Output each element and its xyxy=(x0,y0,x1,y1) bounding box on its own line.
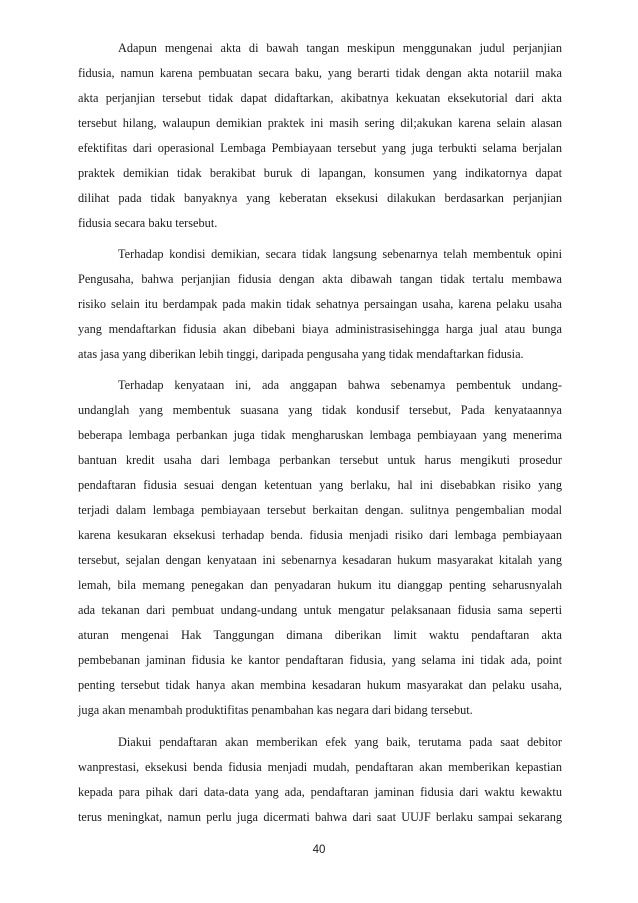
text-line: terjadi dalam lembaga pembiayaan tersebut berkaitan dengan. sulitnya pengembalian modal xyxy=(78,503,562,517)
text-line: Terhadap kenyataan ini, ada anggapan bahwa sebenamya pembentuk undang- xyxy=(118,378,562,392)
text-line: terus meningkat, namun perlu juga dicermati bahwa dari saat UUJF berlaku sampai sekarang xyxy=(78,810,562,824)
text-line: aturan mengenai Hak Tanggungan dimana diberikan limit waktu pendaftaran akta xyxy=(78,628,562,642)
text-line: penting tersebut tidak hanya akan membina kesadaran hukum masyarakat dan pelaku usaha, xyxy=(78,678,562,692)
text-line: praktek demikian tidak berakibat buruk di lapangan, konsumen yang indikatornya dapat xyxy=(78,166,562,180)
text-line: juga akan menambah produktifitas penambahan kas negara dari bidang tersebut. xyxy=(78,703,473,717)
text-line: tersebut hilang, walaupun demikian praktek ini masih sering dil;akukan karena selain alasan xyxy=(78,116,562,130)
text-line: Terhadap kondisi demikian, secara tidak langsung sebenarnya telah membentuk opini xyxy=(118,247,562,261)
text-line: lemah, bila memang penegakan dan penyadaran hukum itu dianggap penting seharusnyalah xyxy=(78,578,562,592)
text-line: bantuan kredit usaha dari lembaga perbankan tersebut untuk harus mengikuti prosedur xyxy=(78,453,562,467)
page-number: 40 xyxy=(312,844,326,856)
text-line: undanglah yang membentuk suasana yang tidak kondusif tersebut, Pada kenyataannya xyxy=(78,403,562,417)
text-line: ada tekanan dari pembuat undang-undang untuk mengatur pelaksanaan fidusia sama seperti xyxy=(78,603,562,617)
text-line: karena kesukaran eksekusi terhadap benda. fidusia menjadi risiko dari lembaga pembiayaan xyxy=(78,528,562,542)
text-line: fidusia secara baku tersebut. xyxy=(78,216,218,230)
text-line: tersebut, sejalan dengan kenyataan ini sebenarnya kesadaran hukum masyarakat kitalah yang xyxy=(78,553,562,567)
text-line: kepada para pihak dari data-data yang ada, pendaftaran jaminan fidusia dari waktu kewaktu xyxy=(78,785,562,799)
text-line: fidusia, namun karena pembuatan secara baku, yang berarti tidak dengan akta notariil maka xyxy=(78,66,562,80)
text-line: atas jasa yang diberikan lebih tinggi, daripada pengusaha yang tidak mendaftarkan fidusia. xyxy=(78,347,524,361)
text-line: akta perjanjian tersebut tidak dapat didaftarkan, akibatnya kekuatan eksekutorial dari akta xyxy=(78,91,562,105)
text-line: yang mendaftarkan fidusia akan dibebani biaya administrasisehingga harga jual atau bunga xyxy=(78,322,562,336)
text-line: wanprestasi, eksekusi benda fidusia menjadi mudah, pendaftaran akan memberikan kepastian xyxy=(78,760,562,774)
text-line: efektifitas dari operasional Lembaga Pembiayaan tersebut yang juga terbukti selama berjalan xyxy=(78,141,562,155)
text-line: Pengusaha, bahwa perjanjian fidusia dengan akta dibawah tangan tidak tertalu membawa xyxy=(78,272,562,286)
text-line: dilihat pada tidak banyaknya yang keberatan eksekusi dilakukan berdasarkan perjanjian xyxy=(78,191,562,205)
text-line: Adapun mengenai akta di bawah tangan meskipun menggunakan judul perjanjian xyxy=(118,41,562,55)
text-line: pembebanan jaminan fidusia ke kantor pendaftaran fidusia, yang selama ini tidak ada, point xyxy=(78,653,562,667)
text-line: pendaftaran fidusia sesuai dengan ketentuan yang berlaku, hal ini disebabkan risiko yang xyxy=(78,478,562,492)
text-line: Diakui pendaftaran akan memberikan efek yang baik, terutama pada saat debitor xyxy=(118,735,562,749)
text-line: risiko selain itu berdampak pada makin tidak sehatnya persaingan usaha, karena pelaku usaha xyxy=(78,297,562,311)
text-line: beberapa lembaga perbankan juga tidak mengharuskan lembaga pembiayaan yang menerima xyxy=(78,428,562,442)
